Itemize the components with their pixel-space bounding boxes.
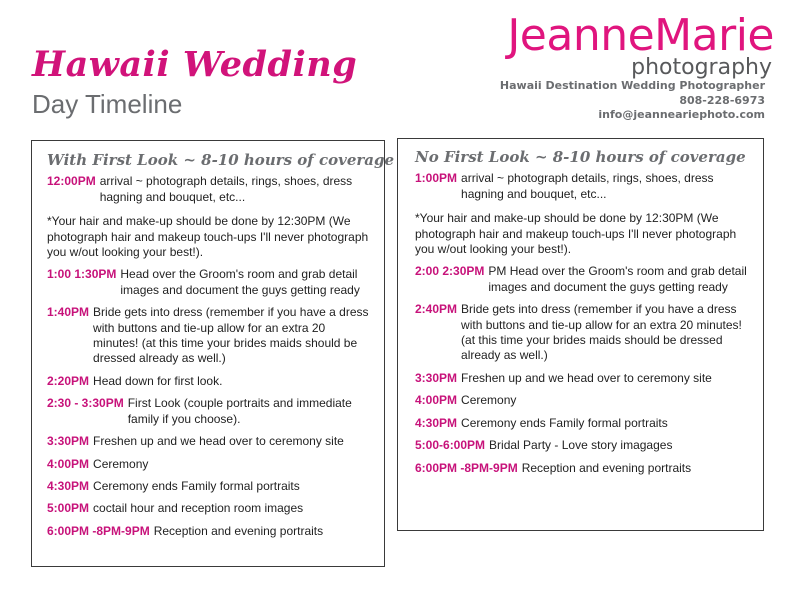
entry-time: 2:20PM xyxy=(47,373,90,388)
timeline-entry xyxy=(47,267,370,298)
timeline-entry xyxy=(47,434,370,449)
with-first-look-panel xyxy=(31,140,395,567)
entry-desc: Ceremony ends Family formal portraits xyxy=(461,415,668,430)
entry-desc: Ceremony xyxy=(461,393,517,408)
timeline-entry xyxy=(415,461,749,476)
timeline-entry xyxy=(47,479,370,494)
entry-desc: Bride gets into dress (remember if you have a dress with buttons and tie-up allow for an extra 20 minutes! (at this time your brides maids should be dressed already as well.) xyxy=(93,305,369,366)
entry-time: 2:00 2:30PM xyxy=(415,264,485,279)
page-title: Hawaii Wedding xyxy=(32,44,358,85)
no-first-look-panel xyxy=(397,138,764,531)
entry-time: 1:00 1:30PM xyxy=(47,267,117,282)
entry-time: 6:00PM -8PM-9PM xyxy=(47,523,150,538)
entry-time: 1:40PM xyxy=(47,305,90,320)
timeline-entry xyxy=(47,396,370,427)
entry-time: 4:00PM xyxy=(47,456,90,471)
entry-time: 2:30 - 3:30PM xyxy=(47,396,124,411)
timeline-entry xyxy=(415,264,749,295)
entry-time: 2:40PM xyxy=(415,302,458,317)
timeline-entry xyxy=(415,393,749,408)
entry-time: 4:00PM xyxy=(415,393,458,408)
contact-tagline: Hawaii Destination Wedding Photographer xyxy=(499,79,765,92)
contact-email[interactable]: info@jeanneariephoto.com xyxy=(598,108,765,121)
timeline-entry xyxy=(47,174,370,205)
contact-block xyxy=(500,79,765,123)
entry-time: 3:30PM xyxy=(47,434,90,449)
entry-desc: arrival ~ photograph details, rings, shoes, dress hagning and bouquet, etc... xyxy=(461,171,714,201)
entry-time: 3:30PM xyxy=(415,370,458,385)
entry-desc: coctail hour and reception room images xyxy=(93,501,304,516)
contact-phone: 808-228-6973 xyxy=(679,93,765,107)
entry-desc: arrival ~ photograph details, rings, shoes, dress hagning and bouquet, etc... xyxy=(99,174,353,204)
brand-logo xyxy=(444,10,774,80)
timeline-entry xyxy=(415,438,749,453)
entry-time: 6:00PM -8PM-9PM xyxy=(415,460,518,475)
hair-makeup-note: *Your hair and make-up should be done by 12:30PM (We photograph hair and makeup touch-ups I'll never photograph you w/out looking your best!). xyxy=(415,211,737,257)
entry-desc: Reception and evening portraits xyxy=(153,523,324,538)
entry-time: 5:00-6:00PM xyxy=(415,438,486,453)
entry-time: 4:30PM xyxy=(415,415,458,430)
timeline-entry xyxy=(415,371,749,386)
panel-heading: With First Look ~ 8-10 hours of coverage xyxy=(47,151,395,169)
timeline-entry xyxy=(415,302,749,364)
entry-desc: Head down for first look. xyxy=(93,373,223,388)
page-subtitle: Day Timeline xyxy=(32,89,183,119)
timeline-entry xyxy=(47,524,370,539)
logo-wordmark: JeanneMarie xyxy=(507,10,774,61)
entry-desc: Ceremony xyxy=(93,456,149,471)
entry-desc: Bridal Party - Love story imagages xyxy=(489,438,673,453)
entry-desc: Ceremony ends Family formal portraits xyxy=(93,478,300,493)
entry-time: 12:00PM xyxy=(47,174,96,189)
timeline-entry xyxy=(415,416,749,431)
timeline-entry xyxy=(47,501,370,516)
timeline-entry xyxy=(47,457,370,472)
entry-desc: PM Head over the Groom's room and grab detail images and document the guys getting ready xyxy=(488,264,747,294)
entry-desc: Reception and evening portraits xyxy=(521,460,692,475)
entry-time: 1:00PM xyxy=(415,171,458,186)
logo-subtitle: photography xyxy=(631,55,772,80)
entry-desc: Bride gets into dress (remember if you have a dress with buttons and tie-up allow for an extra 20 minutes! (at this time your brides maids should be dressed already as well.) xyxy=(461,302,742,363)
entry-desc: Freshen up and we head over to ceremony site xyxy=(461,370,712,385)
entry-desc: Head over the Groom's room and grab detail images and document the guys getting ready xyxy=(120,267,360,297)
entry-desc: First Look (couple portraits and immediate family if you choose). xyxy=(127,396,352,426)
entry-time: 4:30PM xyxy=(47,478,90,493)
panel-heading: No First Look ~ 8-10 hours of coverage xyxy=(415,148,746,166)
timeline-entry xyxy=(47,305,370,367)
timeline-entry xyxy=(415,171,749,202)
entry-desc: Freshen up and we head over to ceremony site xyxy=(93,434,344,449)
hair-makeup-note: *Your hair and make-up should be done by 12:30PM (We photograph hair and makeup touch-ups I'll never photograph you w/out looking your best!). xyxy=(47,214,369,260)
timeline-entry xyxy=(47,374,370,389)
entry-time: 5:00PM xyxy=(47,501,90,516)
